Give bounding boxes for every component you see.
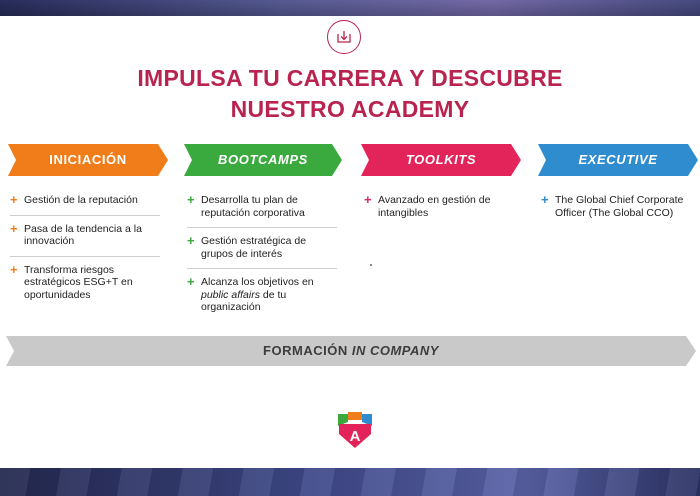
toolkits-course-list [364,194,514,234]
course-title: Desarrolla tu plan de reputación corporativa [201,194,305,219]
tab-executive[interactable] [538,144,698,176]
list-item[interactable] [541,194,691,227]
plus-icon: + [187,274,195,289]
plus-icon: + [187,192,195,207]
plus-icon: + [10,220,18,236]
tab-toolkits-label: TOOLKITS [405,152,477,167]
page-title-line-2: NUESTRO ACADEMY [230,96,470,122]
page-title [0,63,700,125]
course-title-part: Alcanza los objetivos en [201,276,314,288]
list-item[interactable] [187,276,337,322]
list-item[interactable] [10,220,160,257]
tab-iniciacion-label: INICIACIÓN [49,152,127,167]
tab-bootcamps-label: BOOTCAMPS [218,152,308,167]
bottom-hero-strip [0,468,700,496]
course-title: Pasa de la tendencia a la innovación [24,222,142,247]
course-title: Gestión de la reputación [24,194,138,206]
plus-icon: + [541,192,549,207]
course-title: Gestión estratégica de grupos de interés [201,235,307,260]
page-title-line-1: IMPULSA TU CARRERA Y DESCUBRE [137,65,563,91]
iniciacion-course-list [10,194,160,316]
incompany-banner[interactable] [6,336,696,366]
plus-icon: + [364,192,372,207]
course-title: Transforma riesgos estratégicos ESG+T en oportunidades [24,263,133,301]
tab-bootcamps[interactable] [184,144,342,176]
list-item[interactable] [187,235,337,269]
bootcamps-course-list [187,194,337,329]
plus-icon: + [10,261,18,277]
list-item[interactable] [187,194,337,228]
course-title [201,276,314,313]
incompany-emphasis: IN COMPANY [351,343,439,358]
list-item[interactable] [10,194,160,216]
incompany-label [6,336,696,366]
course-title: Avanzado en gestión de intangibles [378,194,491,219]
download-icon [335,28,353,46]
plus-icon: + [187,233,195,248]
academy-logo-icon [338,412,372,448]
plus-icon: + [10,192,18,207]
incompany-prefix: FORMACIÓN [263,343,348,358]
course-title: The Global Chief Corporate Officer (The Global CCO) [555,194,684,219]
course-title-part: de tu organización [201,288,287,313]
top-hero-strip [0,0,700,16]
tab-toolkits[interactable] [361,144,521,176]
tab-iniciacion[interactable] [8,144,168,176]
list-item[interactable] [364,194,514,227]
executive-course-list [541,194,691,234]
tab-executive-label: EXECUTIVE [578,152,658,167]
logo-letter: A [349,428,361,445]
course-title-emphasis: public affairs [201,288,260,301]
download-button[interactable] [327,20,361,54]
divider-dot [370,264,372,266]
list-item[interactable] [10,261,160,310]
